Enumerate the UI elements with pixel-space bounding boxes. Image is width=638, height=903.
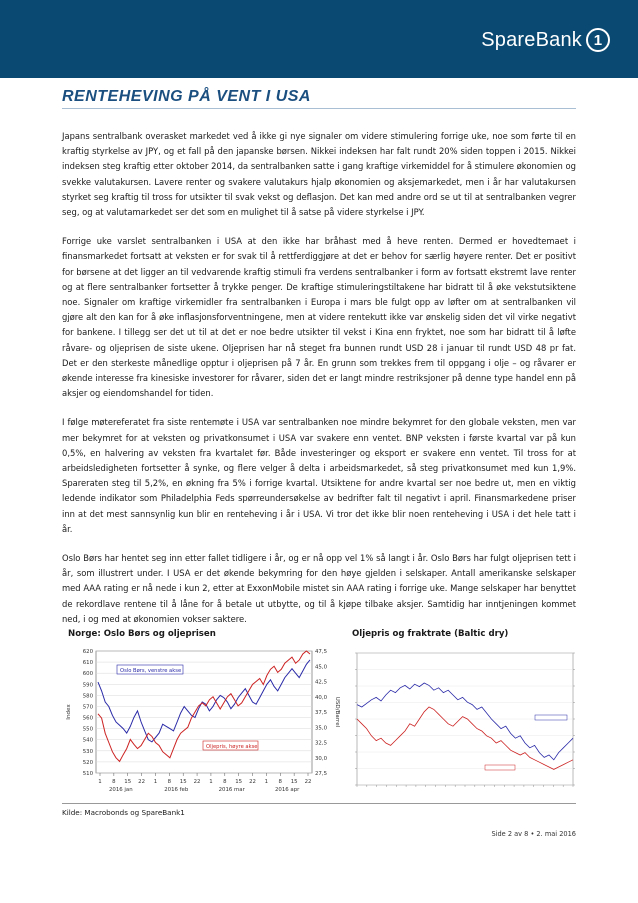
x-tick-label: 8 xyxy=(223,779,227,785)
y-tick-label: 520 xyxy=(82,759,93,766)
y2-tick-label: 42,5 xyxy=(315,679,328,686)
y2-axis-label: USD/Barrel xyxy=(334,696,340,728)
article-body xyxy=(62,129,576,641)
oil-baltic-dry-chart xyxy=(345,645,581,800)
legend-box-brent xyxy=(535,715,567,720)
y-tick-label: 620 xyxy=(82,649,93,655)
x-tick-label: 15 xyxy=(124,779,132,785)
logo-text: SpareBank xyxy=(481,28,582,51)
x-tick-label: 15 xyxy=(235,779,243,785)
legend-box-baltic xyxy=(485,765,515,770)
x-tick-label: 1 xyxy=(264,779,269,785)
oslo-bors-oil-chart xyxy=(62,645,342,800)
y-tick-label: 580 xyxy=(82,693,93,700)
logo-numeral: 1 xyxy=(586,28,610,52)
x-tick-label: 15 xyxy=(179,779,187,785)
x-tick-label: 22 xyxy=(249,779,256,785)
x-group-label: 2016 feb xyxy=(164,787,189,793)
y2-tick-label: 35,0 xyxy=(315,725,328,732)
x-tick-label: 22 xyxy=(138,779,146,785)
y2-tick-label: 30,0 xyxy=(315,755,328,762)
legend-oslo-bors xyxy=(117,665,183,674)
y-tick-label: 550 xyxy=(82,726,93,733)
x-tick-label: 8 xyxy=(112,779,116,785)
x-group-label: 2016 jan xyxy=(108,787,133,793)
x-tick-label: 22 xyxy=(304,779,312,785)
x-tick-label: 1 xyxy=(209,779,213,785)
y-tick-label: 570 xyxy=(82,704,93,711)
paragraph-3: I følge møtereferatet fra siste rentemøte i USA var sentralbanken noe mindre bekymret for den globale veksten, men var mer bekymret for at veksten og privatkonsumet i USA var svakere enn ventet. BNP veksten i første kvartal var på kun 0,5%, en halvering av veksten fra kvartalet før. Både investeringer og eksport er svakere enn ventet. Til tross for at arbeidsledigheten fortsetter å synke, og flere velger å delta i arbeidsmarkedet, så steg privatkonsumet med kun 1,9%. Spareraten steg til 5,2%, en økning fra 5% i forrige kvartal. Utsiktene for andre kvartal ser noe bedre ut, men en viktig ledende indikator som Philadelphia Feds spørreundersøkelse av bedrifter falt til negativt i april. Finansmarkedene priser inn at det mest sannsynlig kun blir en renteheving i år i USA. Vi tror det ikke blir noen renteheving i USA i det hele tatt i år. xyxy=(62,417,576,534)
y2-tick-label: 27,5 xyxy=(315,771,328,777)
y-tick-label: 600 xyxy=(82,671,93,678)
legend-label: Oslo Børs, venstre akse xyxy=(120,668,182,674)
y-axis-label: Index xyxy=(66,704,72,720)
title-divider xyxy=(62,108,576,109)
y2-tick-label: 45,0 xyxy=(315,664,328,671)
source-divider xyxy=(62,803,576,804)
header-bar xyxy=(0,0,638,78)
x-tick-label: 15 xyxy=(290,779,298,785)
x-tick-label: 8 xyxy=(278,779,282,785)
y-tick-label: 610 xyxy=(82,660,93,667)
y2-tick-label: 40,0 xyxy=(315,694,328,701)
chart-right-title: Oljepris og fraktrate (Baltic dry) xyxy=(352,629,509,639)
page-footer: Side 2 av 8 • 2. mai 2016 xyxy=(491,830,576,838)
y-tick-label: 510 xyxy=(82,771,93,777)
paragraph-2: Forrige uke varslet sentralbanken i USA at den ikke har bråhast med å heve renten. Dermed er hovedtemaet i finansmarkedet fortsatt at veksten er for svak til å rettferdiggjøre at det er behov for særlig høyere renter. Det er positivt for børsene at det ligger an til vedvarende kraftig stimuli fra verdens sentralbanker i form av fortsatt ekstremt lave renter og at flere sentralbanker fortsetter å trykke penger. De kraftige stimuleringstiltakene har bidratt til å øke vekstutsiktene noe. Signaler om kraftige virkemidler fra sentralbanken i Europa i mars ble fulgt opp av løfter om at sentralbanken vil gjøre alt den kan for å øke inflasjonsforventningene, men at videre rentekutt ikke var ønskelig siden det vil virke negativt for bankene. I tillegg ser det ut til at det er noe bedre utsikter til vekst i Kina enn fryktet, noe som har bidratt til å løfte råvare- og oljeprisen de siste ukene. Oljeprisen har nå steget fra bunnen rundt USD 28 i januar til rundt USD 48 pr fat. Det er den sterkeste månedlige opptur i oljeprisen på 7 år. En grunn som trekkes frem til oppgang i olje – og råvarer er økende interesse fra kinesiske investorer for råvarer, siden det er langt mindre restriksjoner på denne type handel enn på aksjer og eiendomshandel for tiden. xyxy=(62,236,576,399)
x-group-label: 2016 apr xyxy=(275,787,300,793)
paragraph-1: Japans sentralbank overasket markedet ved å ikke gi nye signaler om videre stimulering forrige uke, noe som førte til en kraftig styrkelse av JPY, og et fall på den japanske børsen. Nikkei indeksen har falt rundt 20% siden toppen i 2015. Nikkei indeksen steg kraftig etter oktober 2014, da sentralbanken satte i gang kraftige virkemiddel for å stimulere økonomien og svekke valutakursen. Lavere renter og svakere valutakurs hjalp økonomien og aksjemarkedet, men i år har valutakursen styrket seg kraftig til tross for utsikter til svak vekst og deflasjon. Det kan med andre ord se ut til at sentralbanken vegrer seg, og at valutamarkedet ser det som en mulighet til å satse på videre styrkelse i JPY. xyxy=(62,131,576,218)
legend-oljepris xyxy=(203,741,258,750)
y2-tick-label: 47,5 xyxy=(315,649,328,655)
sparebank-logo xyxy=(481,28,610,52)
y2-tick-label: 37,5 xyxy=(315,710,328,716)
x-tick-label: 1 xyxy=(98,779,102,785)
x-group-label: 2016 mar xyxy=(218,787,245,793)
x-tick-label: 22 xyxy=(193,779,201,785)
page-title: RENTEHEVING PÅ VENT I USA xyxy=(62,88,311,105)
paragraph-4: Oslo Børs har hentet seg inn etter fallet tidligere i år, og er nå opp vel 1% så langt i år. Oslo Børs har fulgt oljeprisen tett i år, som illustrert under. I USA er det økende bekymring for den høye gjelden i selskaper. Antall amerikanske selskaper med AAA rating er nå nede i kun 2, etter at ExxonMobile mistet sin AAA rating i forrige uke. Mange selskaper har benyttet de rekordlave rentene til å låne for å betale ut utbytte, og til å kjøpe tilbake aksjer. Samtidig har inntjeningen kommet ned, i og med at økonomien vokser saktere. xyxy=(62,553,576,624)
source-note: Kilde: Macrobonds og SpareBank1 xyxy=(62,808,185,817)
y-tick-label: 540 xyxy=(82,737,93,744)
chart-left-title: Norge: Oslo Børs og oljeprisen xyxy=(68,629,216,639)
x-tick-label: 1 xyxy=(153,779,158,785)
y-tick-label: 590 xyxy=(82,682,93,689)
legend-label: Oljepris, høyre akse xyxy=(206,744,258,750)
y-tick-label: 530 xyxy=(82,748,93,755)
y2-tick-label: 32,5 xyxy=(315,740,328,747)
y-tick-label: 560 xyxy=(82,715,93,722)
x-tick-label: 8 xyxy=(167,779,172,785)
